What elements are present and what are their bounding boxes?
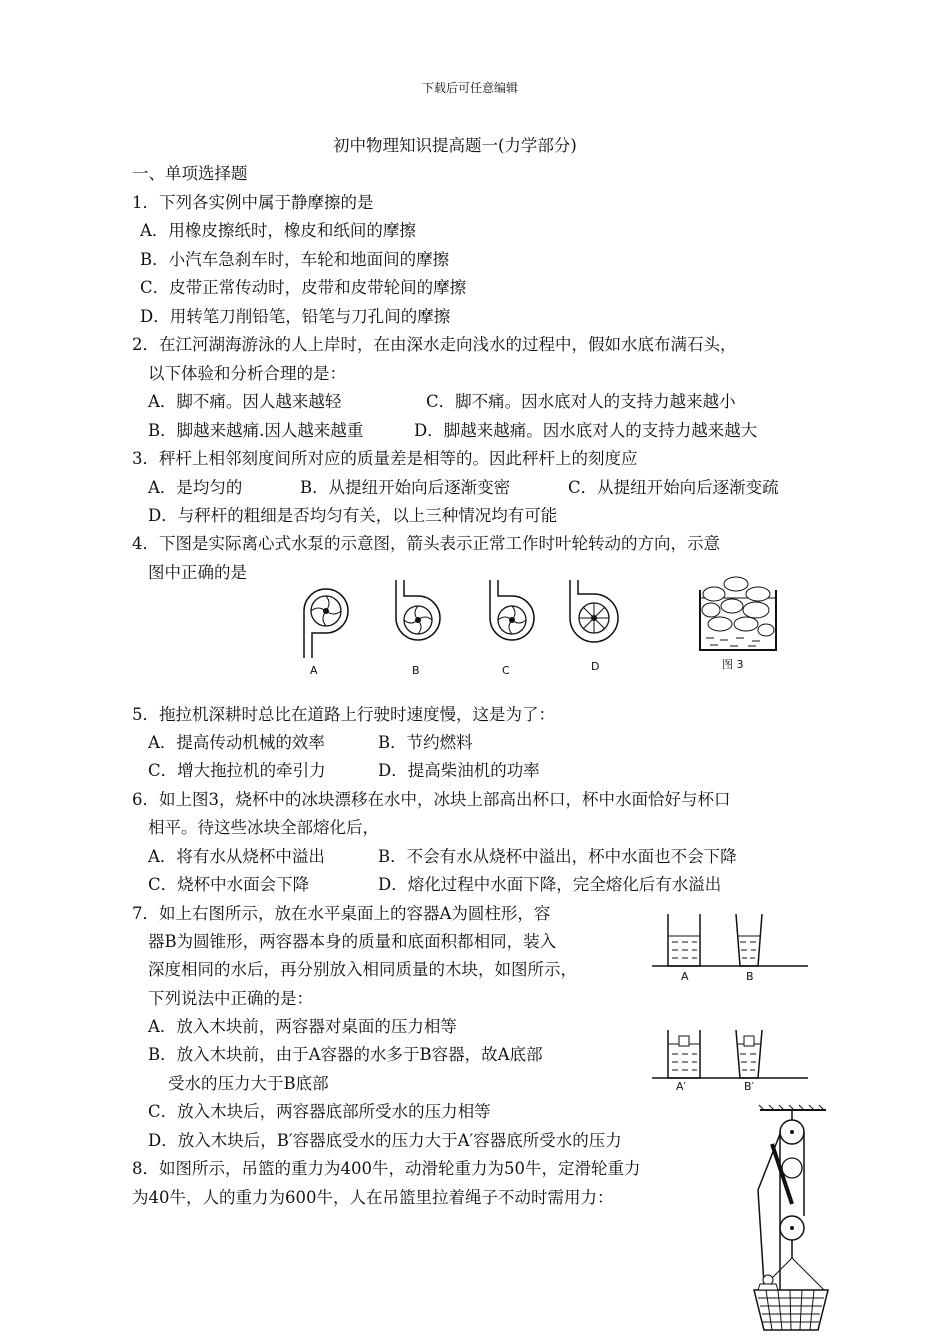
q2-option-c: C．脚不痛。因水底对人的支持力越来越小 [426,392,736,411]
q2-option-d: D．脚越来越痛。因水底对人的支持力越来越大 [414,421,758,440]
containers-after-figure [652,1026,808,1084]
q7-option-b-line2: 受水的压力大于B底部 [168,1074,329,1093]
q4-stem-line1: 4．下图是实际离心式水泵的示意图，箭头表示正常工作时叶轮转动的方向，示意 [132,534,720,553]
container-label-a: A [681,970,689,983]
page-header: 下载后可任意编辑 [422,81,519,95]
figure-3-label: 图 3 [722,658,744,671]
pump-diagram-d [564,578,630,658]
q2-option-a: A．脚不痛。因人越来越轻 [148,392,342,411]
q1-option-b: B．小汽车急刹车时，车轮和地面间的摩擦 [140,250,450,269]
q3-option-a: A．是均匀的 [148,478,243,497]
q8-stem-line2: 为40牛，人的重力为600牛，人在吊篮里拉着绳子不动时需用力： [132,1188,614,1207]
pulley-basket-figure [746,1104,836,1336]
pump-diagram-b [382,578,444,658]
q6-stem-line1: 6．如上图3，烧杯中的冰块漂移在水中，冰块上部高出杯口，杯中水面恰好与杯口 [132,790,731,809]
q3-option-b: B．从提纽开始向后逐渐变密 [300,478,511,497]
q1-option-c: C．皮带正常传动时，皮带和皮带轮间的摩擦 [140,278,467,297]
section-heading: 一、单项选择题 [132,164,248,183]
q2-stem-line1: 2．在江河湖海游泳的人上岸时，在由深水走向浅水的过程中，假如水底布满石头， [132,335,737,354]
q7-stem-line3: 深度相同的水后，再分别放入相同质量的木块，如图所示， [148,960,577,979]
q7-stem-line2: 器B为圆锥形，两容器本身的质量和底面积都相同，装入 [148,932,557,951]
q7-option-c: C．放入木块后，两容器底部所受水的压力相等 [148,1102,491,1121]
pump-label-d: D [591,660,600,673]
q6-option-a: A．将有水从烧杯中溢出 [148,847,325,866]
container-label-b: B [746,970,754,983]
pump-diagram-a [298,583,358,663]
q3-stem: 3．秤杆上相邻刻度间所对应的质量差是相等的。因此秤杆上的刻度应 [132,449,638,468]
q5-stem: 5．拖拉机深耕时总比在道路上行驶时速度慢，这是为了： [132,705,555,724]
pump-label-c: C [502,664,510,677]
pump-label-a: A [310,664,318,677]
q3-option-c: C．从提纽开始向后逐渐变疏 [568,478,779,497]
q5-option-d: D．提高柴油机的功率 [378,761,540,780]
q6-option-d: D．熔化过程中水面下降，完全熔化后有水溢出 [378,875,722,894]
q1-stem: 1．下列各实例中属于静摩擦的是 [132,193,374,212]
ice-beaker-figure [696,574,780,654]
q6-option-c: C．烧杯中水面会下降 [148,875,310,894]
q2-stem-line2: 以下体验和分析合理的是： [148,364,346,383]
q7-option-b-line1: B．放入木块前，由于A容器的水多于B容器，故A底部 [148,1045,543,1064]
q1-option-d: D．用转笔刀削铅笔，铅笔与刀孔间的摩擦 [140,307,451,326]
q5-option-a: A．提高传动机械的效率 [148,733,325,752]
q7-stem-line4: 下列说法中正确的是： [148,989,313,1008]
q5-option-c: C．增大拖拉机的牵引力 [148,761,326,780]
q7-stem-line1: 7．如上右图所示，放在水平桌面上的容器A为圆柱形，容 [132,904,551,923]
container-label-b-prime: B′ [744,1080,755,1093]
pump-diagram-c [478,578,540,658]
q6-stem-line2: 相平。待这些冰块全部熔化后， [148,818,379,837]
document-title: 初中物理知识提高题一(力学部分) [333,136,577,155]
q1-option-a: A．用橡皮擦纸时，橡皮和纸间的摩擦 [140,221,416,240]
q7-option-a: A．放入木块前，两容器对桌面的压力相等 [148,1017,457,1036]
q5-option-b: B．节约燃料 [378,733,473,752]
q7-option-d: D．放入木块后，B′容器底受水的压力大于A′容器底所受水的压力 [148,1131,622,1150]
q8-stem-line1: 8．如图所示，吊篮的重力为400牛，动滑轮重力为50牛，定滑轮重力 [132,1159,641,1178]
q6-option-b: B．不会有水从烧杯中溢出，杯中水面也不会下降 [378,847,737,866]
q2-option-b: B．脚越来越痛.因人越来越重 [148,421,364,440]
containers-before-figure [652,910,808,972]
pump-label-b: B [412,664,420,677]
q4-stem-line2: 图中正确的是 [148,563,247,582]
container-label-a-prime: A′ [676,1080,687,1093]
q3-option-d: D．与秤杆的粗细是否均匀有关，以上三种情况均有可能 [148,506,558,525]
